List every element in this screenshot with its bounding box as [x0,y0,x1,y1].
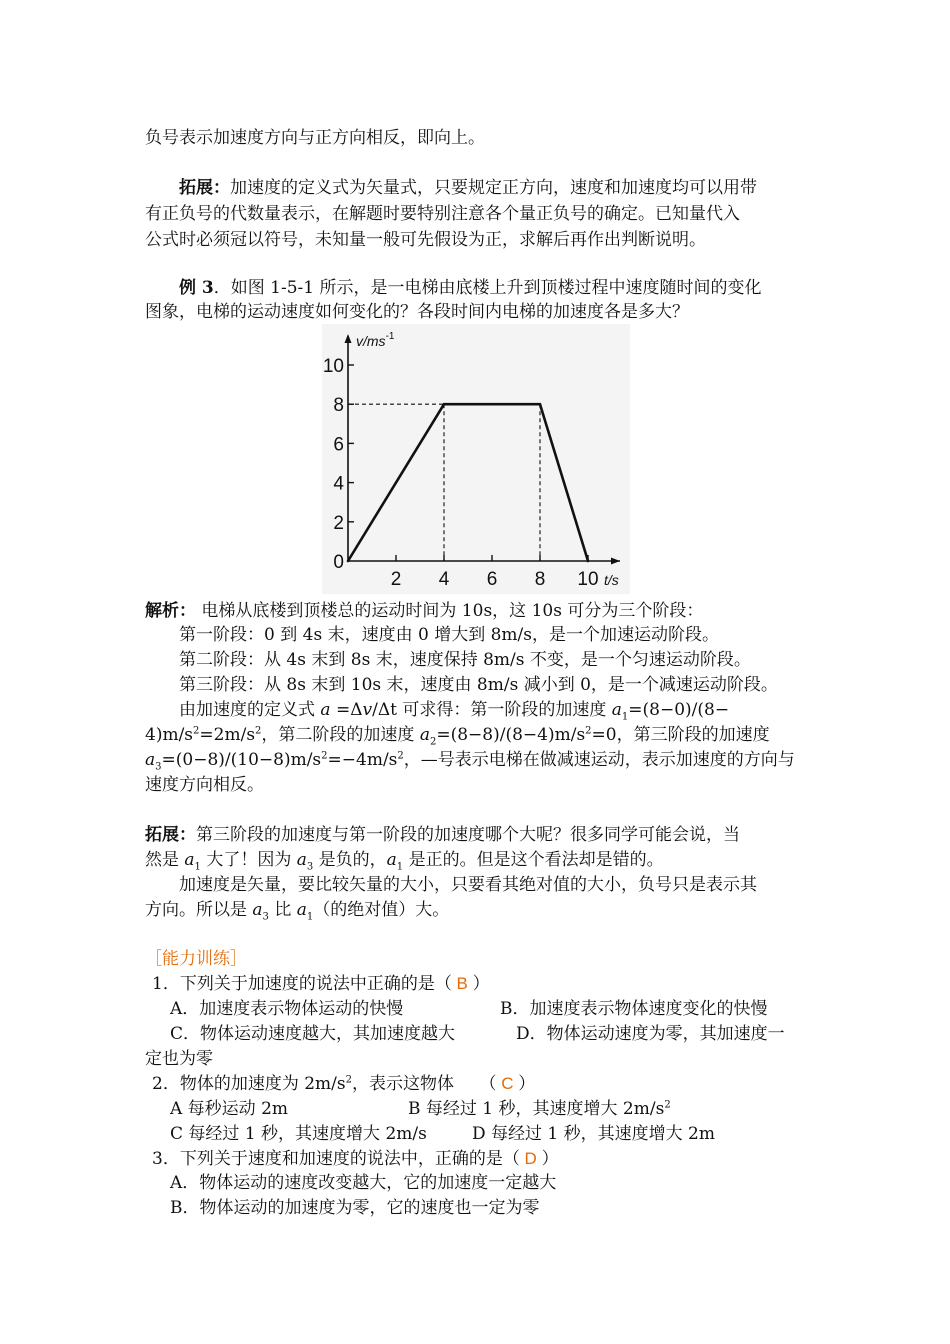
y-axis-arrow [345,334,352,343]
paragraph-line [179,275,762,301]
option-line: C 每经过 1 秒，其速度增大 2m/s [170,1124,427,1144]
subscript: 3 [262,911,269,923]
y-tick-label: 2 [333,512,344,534]
answer: D [519,1149,542,1168]
x-tick-label: 10 [577,569,599,590]
option-line: C．物体运动速度越大，其加速度越大 [170,1024,456,1044]
x-tick-label: 6 [486,569,498,590]
paragraph-line [145,747,795,773]
text: ） [472,974,490,994]
text: =0，第三阶段的加速度 [591,725,770,745]
text: a [145,750,156,770]
option-line: D 每经过 1 秒，其速度增大 2m [472,1124,715,1144]
option-line: A 每秒运动 2m [170,1099,289,1119]
text: 1．下列关于加速度的说法中正确的是（ [152,974,452,994]
text: 是正的。但是这个看法却是错的。 [403,850,664,870]
text: 方向。所以是 [145,900,253,920]
answer: B [451,974,473,993]
paragraph-line: 图象，电梯的运动速度如何变化的？各段时间内电梯的加速度各是多大？ [145,302,689,322]
x-tick-label: 8 [534,569,546,590]
text: a [296,900,307,920]
series-segment [540,404,588,561]
text: a [386,850,397,870]
paragraph-line [179,175,757,201]
paragraph-line [145,598,703,624]
paragraph-line [145,722,770,748]
text: 电梯从底楼到顶楼总的运动时间为 10s，这 10s 可分为三个阶段： [196,601,704,621]
paragraph-line: 公式时必须冠以符号，未知量一般可先假设为正，求解后再作出判断说明。 [145,230,706,250]
paragraph-line: 第三阶段：从 8s 末到 10s 末，速度由 8m/s 减小到 0，是一个减速运动阶段。 [179,675,778,695]
paragraph-line: 第一阶段：0 到 4s 末，速度由 0 增大到 8m/s，是一个加速运动阶段。 [179,625,719,645]
y-axis-label: $v/ms^{-1}$ [356,331,395,349]
ext-label: 拓展： [145,825,196,845]
text: B 每经过 1 秒，其速度增大 2m/s [408,1099,665,1119]
text: 3．下列关于速度和加速度的说法中，正确的是（ [152,1149,520,1169]
paragraph-line [145,897,449,923]
x-axis-label: t/s [604,572,619,588]
text: =2m/s [199,725,256,745]
text: =Δ [330,700,363,720]
subscript: 1 [621,711,629,723]
text: ） [541,1149,559,1169]
question-line [152,1071,535,1097]
question-line [152,1146,559,1172]
y-tick-label: 10 [322,356,344,377]
x-tick-label: 4 [438,569,450,590]
option-line: 定也为零 [145,1049,213,1069]
superscript: 2 [397,750,404,762]
text: 第三阶段的加速度与第一阶段的加速度哪个大呢？很多同学可能会说，当 [196,825,740,845]
ext-label: 拓展： [179,178,230,198]
chart-svg [322,324,630,594]
option-line: B．加速度表示物体速度变化的快慢 [500,999,768,1019]
subscript: 1 [396,861,404,873]
y-tick-label: 6 [333,434,344,456]
text: =(8−0)/(8− [628,700,730,720]
paragraph-line: 速度方向相反。 [145,775,264,795]
text: ，—号表示电梯在做减速运动，表示加速度的方向与 [403,750,795,770]
paragraph-line [145,847,664,873]
text: ，第二阶段的加速度 [261,725,420,745]
text: a [252,900,263,920]
text: 4)m/s [145,725,194,745]
paragraph-line [145,822,740,848]
paragraph-line: 第二阶段：从 4s 末到 8s 末，速度保持 8m/s 不变，是一个匀速运动阶段。 [179,650,751,670]
subscript: 2 [429,736,437,748]
velocity-time-chart [322,324,630,594]
paragraph-line: 加速度是矢量，要比较矢量的大小，只要看其绝对值的大小，负号只是表示其 [179,875,757,895]
x-tick-label: 2 [390,569,402,590]
text: 2．物体的加速度为 2m/s [152,1074,346,1094]
subscript: 1 [306,911,314,923]
text: 大了！因为 [200,850,297,870]
text: a [611,700,622,720]
text: 然是 [145,850,185,870]
superscript: 2 [321,750,328,762]
subscript: 1 [194,861,201,873]
superscript: 2 [345,1074,352,1086]
analysis-label: 解析： [145,601,196,621]
option-line [408,1096,671,1122]
question-line [152,971,490,997]
text: /Δt 可求得：第一阶段的加速度 [372,700,612,720]
x-axis-arrow [611,558,620,565]
subscript: 3 [306,861,314,873]
origin-label: 0 [333,552,344,573]
option-line: D．物体运动速度为零，其加速度一 [516,1024,785,1044]
example-label: 例 3 [179,278,214,298]
paragraph-line: 负号表示加速度方向与正方向相反，即向上。 [145,128,485,148]
text: ．如图 1-5-1 所示，是一电梯由底楼上升到顶楼过程中速度随时间的变化 [213,278,762,298]
option-line: A．加速度表示物体运动的快慢 [170,999,404,1019]
superscript: 2 [193,725,200,737]
text: a [320,700,331,720]
text: 加速度的定义式为矢量式，只要规定正方向，速度和加速度均可以用带 [230,178,757,198]
text: 比 [268,900,297,920]
y-tick-label: 8 [333,395,344,417]
text: =(0−8)/(10−8)m/s [161,750,322,770]
text: ） [518,1074,536,1094]
paragraph-line [179,697,729,723]
text: =(8−8)/(8−4)m/s [436,725,586,745]
section-heading: ［能力训练］ [145,949,247,969]
superscript: 2 [664,1099,671,1111]
text: ，表示这物体 （ [351,1074,497,1094]
superscript: 2 [585,725,592,737]
text: a [419,725,430,745]
text: （的绝对值）大。 [313,900,450,920]
option-line: B．物体运动的加速度为零，它的速度也一定为零 [170,1198,540,1218]
answer: C [496,1074,519,1093]
paragraph-line: 有正负号的代数量表示，在解题时要特别注意各个量正负号的确定。已知量代入 [145,204,740,224]
y-tick-label: 4 [333,473,344,495]
subscript: 3 [155,761,162,773]
text: v [362,700,373,720]
text: a [296,850,307,870]
option-line: A．物体运动的速度改变越大，它的加速度一定越大 [170,1173,557,1193]
text: a [184,850,195,870]
series-segment [348,404,444,561]
text: 由加速度的定义式 [179,700,321,720]
superscript: 2 [255,725,262,737]
text: 是负的， [313,850,387,870]
text: =−4m/s [327,750,398,770]
